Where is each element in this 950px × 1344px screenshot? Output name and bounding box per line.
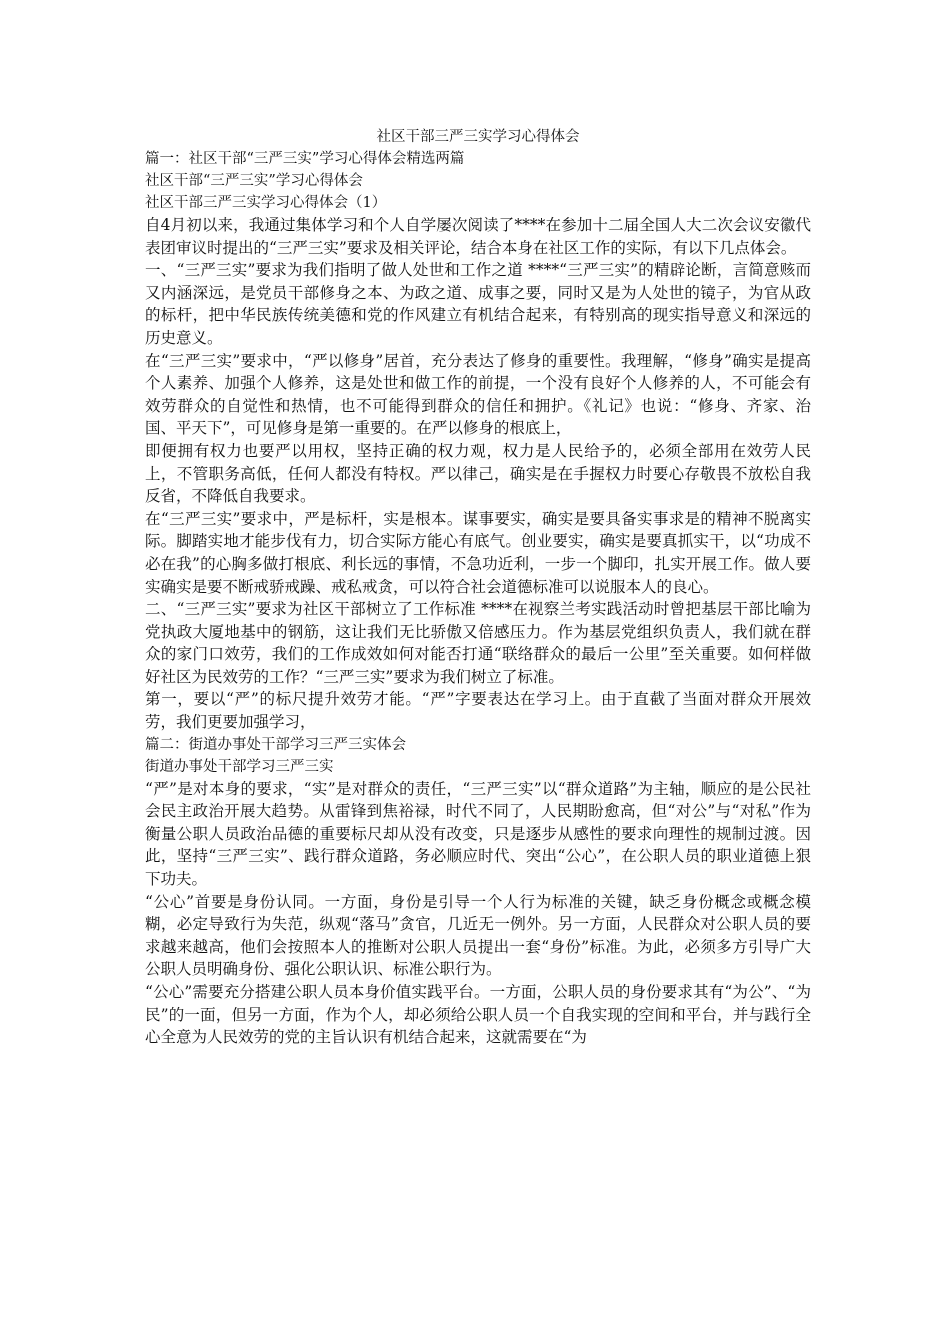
- body-paragraph: 第一，要以“严”的标尺提升效劳才能。“严”字要表达在学习上。由于直截了当面对群众开展效劳，我们更要加强学习，: [145, 690, 811, 732]
- body-paragraph: 即便拥有权力也要严以用权，坚持正确的权力观，权力是人民给予的，必须全部用在效劳人民上，不管职务高低，任何人都没有特权。严以律己，确实是在手握权力时要心存敬畏不放松自我反省，不降低自我要求。: [145, 441, 811, 506]
- body-paragraph: “公心”首要是身份认同。一方面，身份是引导一个人行为标准的关键，缺乏身份概念或概念模糊，必定导致行为失范，纵观“落马”贪官，几近无一例外。另一方面，人民群众对公职人员的要求越来越高，他们会按照本人的推断对公职人员提出一套“身份”标准。为此，必须多方引导广大公职人员明确身份、强化公职认识、标准公职行为。: [145, 892, 811, 979]
- body-paragraph: 一、“三严三实”要求为我们指明了做人处世和工作之道 ****“三严三实”的精辟论断，言简意赅而又内涵深远，是党员干部修身之本、为政之道、成事之要，同时又是为人处世的镜子，为官从政的标杆，把中华民族传统美德和党的作风建立有机结合起来，有特别高的现实指导意义和深远的历史意义。: [145, 261, 811, 347]
- body-paragraph: “公心”需要充分搭建公职人员本身价值实践平台。一方面，公职人员的身份要求其有“为公”、“为民”的一面，但另一方面，作为个人，却必须给公职人员一个自我实现的空间和平台，并与践行全心全意为人民效劳的党的主旨认识有机结合起来，这就需要在“为: [145, 983, 811, 1047]
- body-paragraph: 二、“三严三实”要求为社区干部树立了工作标准 ****在视察兰考实践活动时曾把基层干部比喻为党执政大厦地基中的钢筋，这让我们无比骄傲又倍感压力。作为基层党组织负责人，我们就在群众的家门口效劳，我们的工作成效如何对能否打通“联络群众的最后一公里”至关重要。如何样做好社区为民效劳的工作？“三严三实”要求为我们树立了标准。: [145, 600, 811, 686]
- body-paragraph: 自4月初以来，我通过集体学习和个人自学屡次阅读了****在参加十二届全国人大二次会议安徽代表团审议时提出的“三严三实”要求及相关评论，结合本身在社区工作的实际，有以下几点体会。: [145, 216, 811, 257]
- section-heading: 篇二：街道办事处干部学习三严三实体会: [145, 736, 406, 753]
- document-page: [145, 126, 811, 1049]
- document-title: 社区干部三严三实学习心得体会: [376, 129, 580, 145]
- body-paragraph: 在“三严三实”要求中，“严以修身”居首，充分表达了修身的重要性。我理解，“修身”确实是提高个人素养、加强个人修养，这是处世和做工作的前提，一个没有良好个人修养的人，不可能会有效劳群众的自觉性和热情，也不可能得到群众的信任和拥护。《礼记》也说：“修身、齐家、治国、平天下”，可见修身是第一重要的。在严以修身的根底上，: [145, 351, 811, 438]
- section-heading: 街道办事处干部学习三严三实: [145, 758, 334, 775]
- section-heading: 篇一：社区干部“三严三实”学习心得体会精选两篇: [145, 151, 465, 167]
- section-heading: 社区干部三严三实学习心得体会（1）: [145, 195, 387, 211]
- section-heading: 社区干部“三严三实”学习心得体会: [145, 173, 363, 189]
- document-body: [145, 148, 811, 1049]
- body-paragraph: 在“三严三实”要求中，严是标杆，实是根本。谋事要实，确实是要具备实事求是的精神不脱离实际。脚踏实地才能步伐有力，切合实际方能心有底气。创业要实，确实是要真抓实干，以“功成不必在我”的心胸多做打根底、利长远的事情，不急功近利，一步一个脚印，扎实开展工作。做人要实确实是要不断戒骄戒躁、戒私戒贪，可以符合社会道德标准可以说服本人的良心。: [145, 509, 811, 596]
- body-paragraph: “严”是对本身的要求，“实”是对群众的责任，“三严三实”以“群众道路”为主轴，顺应的是公民社会民主政治开展大趋势。从雷锋到焦裕禄，时代不同了，人民期盼愈高，但“对公”与“对私”作为衡量公职人员政治品德的重要标尺却从没有改变，只是逐步从感性的要求向理性的规制过渡。因此，坚持“三严三实”、践行群众道路，务必顺应时代、突出“公心”，在公职人员的职业道德上狠下功夫。: [145, 779, 811, 889]
